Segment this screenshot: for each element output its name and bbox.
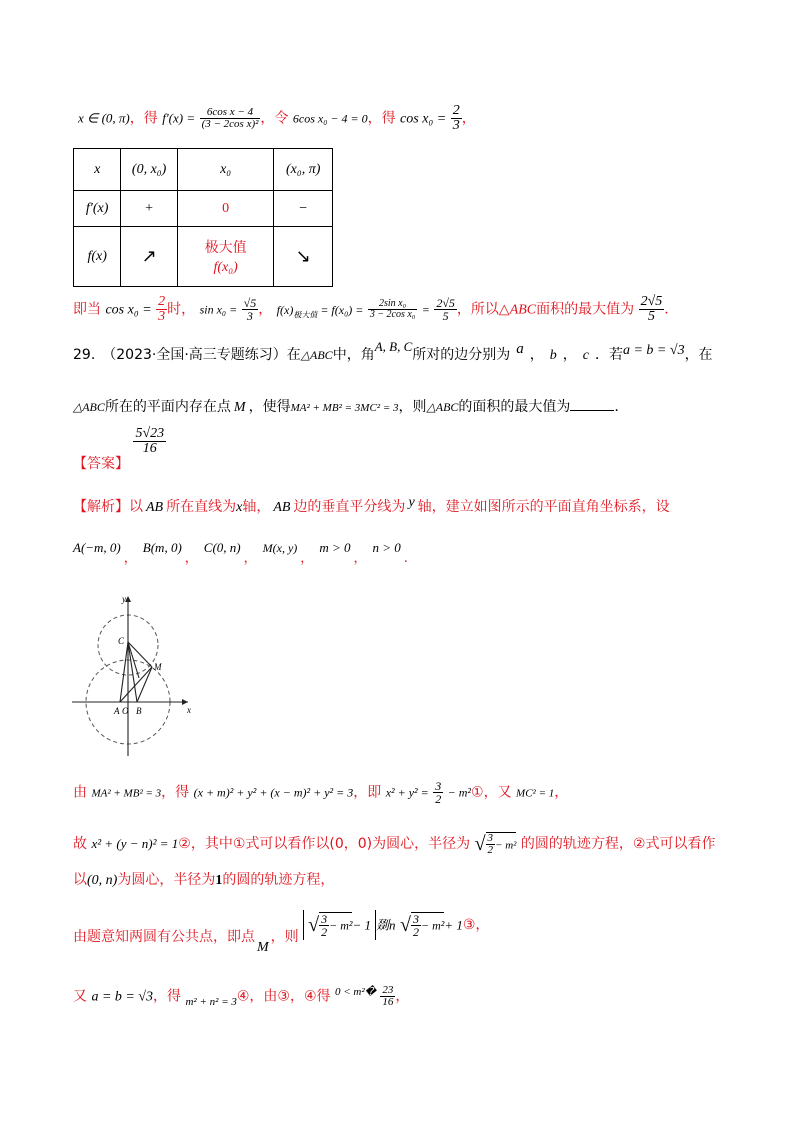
text: 时， bbox=[167, 301, 196, 318]
table-row bbox=[74, 191, 333, 227]
text: 所在的平面内存在点 bbox=[104, 399, 231, 415]
text: 即当 bbox=[73, 301, 101, 318]
fraction-numerator: 2√5 bbox=[436, 296, 455, 310]
triangle-name: △ABC bbox=[426, 400, 459, 414]
equation: (x + m)² + y² + (x − m)² + y² = 3 bbox=[193, 785, 354, 800]
fraction-denominator: 3 bbox=[158, 309, 166, 324]
angles: A, B, C bbox=[374, 339, 413, 354]
maximum-label: 极大值 bbox=[204, 240, 247, 256]
cond-n: n > 0 bbox=[372, 540, 401, 555]
text: 边的垂直平分线为 bbox=[293, 499, 406, 515]
sqrt-body bbox=[486, 832, 517, 856]
text: ②，其中①式可以看作以(0，0)为圆心，半径为 bbox=[178, 836, 471, 852]
analysis-line1 bbox=[73, 495, 670, 515]
axis-y: y bbox=[408, 495, 415, 510]
fraction-denominator: 3 bbox=[242, 309, 259, 322]
equation: x² + y² = bbox=[385, 785, 429, 800]
text: 为圆心，半径为 bbox=[117, 872, 216, 888]
derive-line2 bbox=[73, 832, 715, 856]
fraction bbox=[434, 297, 457, 322]
variation-table bbox=[73, 148, 333, 287]
eq: = bbox=[421, 302, 430, 317]
period: . bbox=[614, 399, 619, 415]
decreasing-arrow: ↘ bbox=[274, 227, 333, 287]
side-b: b bbox=[549, 348, 557, 363]
fraction-numerator: 23 bbox=[382, 984, 394, 996]
fraction bbox=[411, 913, 421, 938]
sqrt-body bbox=[411, 912, 444, 938]
coordinate-figure bbox=[68, 590, 198, 760]
question-29-line1 bbox=[73, 339, 713, 363]
text-de: 得 bbox=[381, 110, 396, 127]
fraction-denominator: 5 bbox=[639, 309, 665, 324]
analysis-label: 【解析】 bbox=[73, 499, 129, 515]
maximum-expr: f(x₀) bbox=[213, 260, 238, 275]
equation-zero: 6cos x₀ − 4 = 0 bbox=[292, 111, 368, 126]
text: ①，又 bbox=[471, 784, 512, 801]
axis-x: x bbox=[236, 500, 243, 515]
inequality: 剟n bbox=[376, 917, 396, 933]
period: . bbox=[403, 551, 408, 566]
text: 的圆的轨迹方程，②式可以看作 bbox=[520, 836, 716, 852]
sqrt-icon: √ bbox=[308, 914, 320, 936]
coord-b: B(m, 0) bbox=[142, 540, 182, 555]
text: ③， bbox=[462, 917, 490, 933]
segment-bc bbox=[128, 642, 137, 702]
text: ，使得 bbox=[248, 399, 291, 415]
fraction-numerator: 2 bbox=[158, 294, 166, 309]
derive-line5 bbox=[73, 985, 409, 1008]
derive-line1 bbox=[73, 780, 568, 805]
sep: ， bbox=[129, 110, 144, 127]
table-row bbox=[74, 149, 333, 191]
label-y: y bbox=[122, 594, 126, 604]
sep: ， bbox=[243, 551, 257, 566]
equation: a = b = √3 bbox=[91, 989, 154, 1005]
text: 由 bbox=[73, 784, 87, 801]
triangle-name: △ABC bbox=[73, 400, 105, 414]
point-m: M bbox=[257, 940, 269, 955]
triangle-name: △ABC bbox=[300, 348, 333, 362]
fraction-denominator: 2 bbox=[435, 792, 442, 806]
segment-ac bbox=[120, 642, 128, 702]
text: 由题意知两圆有公共点，即点 bbox=[73, 929, 255, 945]
text: 29. （2023·全国·高三专题练习）在 bbox=[73, 347, 301, 363]
equation: MC² = 1 bbox=[516, 787, 555, 800]
label-c: C bbox=[118, 636, 125, 646]
equation: − m² bbox=[420, 918, 445, 933]
sep: ， bbox=[260, 110, 275, 127]
derive-line4 bbox=[73, 910, 490, 955]
coord-a: A(−m, 0) bbox=[73, 540, 121, 555]
label-a: A bbox=[114, 706, 120, 716]
fraction-denominator: 3 bbox=[452, 118, 460, 133]
text: 的圆的轨迹方程， bbox=[222, 872, 335, 888]
text-de: 得 bbox=[143, 110, 158, 127]
table-cell: f′(x) bbox=[74, 191, 121, 227]
answer-label: 【答案】 bbox=[73, 455, 129, 472]
table-cell: + bbox=[121, 191, 178, 227]
fmax-subscript: 极大值 bbox=[293, 309, 318, 319]
fraction bbox=[486, 833, 496, 856]
condition: a = b = √3 bbox=[622, 343, 685, 358]
fraction bbox=[639, 295, 665, 324]
coord-m: M(x, y) bbox=[262, 541, 298, 555]
top-line bbox=[78, 104, 476, 133]
fraction-numerator: 2sin x₀ bbox=[379, 298, 407, 309]
fmax-expr: f(x) bbox=[276, 302, 294, 317]
number: 1 bbox=[215, 873, 223, 888]
fraction-denominator: (3 − 2cos x)² bbox=[201, 118, 259, 130]
inequality: 0 < m²� bbox=[334, 985, 376, 998]
fraction-denominator: 3 − 2cos x₀ bbox=[369, 309, 416, 320]
equation: − m² bbox=[329, 918, 353, 933]
fraction-numerator: 3 bbox=[435, 779, 442, 793]
analysis-coords bbox=[73, 540, 408, 566]
fraction-numerator: 2√5 bbox=[640, 294, 663, 309]
fraction-numerator: 5√23 bbox=[135, 426, 165, 441]
domain-expr: x ∈ (0, π) bbox=[78, 110, 130, 126]
fraction bbox=[156, 295, 167, 324]
table-cell: (0, x₀) bbox=[121, 149, 178, 191]
sep: ， bbox=[562, 347, 577, 363]
sep: ， bbox=[123, 551, 137, 566]
label-m: M bbox=[154, 662, 162, 672]
fraction bbox=[380, 985, 395, 1008]
segment-ab: AB bbox=[273, 500, 291, 515]
fraction-denominator: 16 bbox=[382, 996, 394, 1008]
fprime-fraction bbox=[200, 107, 261, 130]
fraction bbox=[242, 297, 259, 322]
sep: ， bbox=[529, 347, 544, 363]
point: (0, n) bbox=[87, 873, 118, 888]
cos-expr: cos x₀ = bbox=[105, 302, 152, 318]
text: 面积的最大值为 bbox=[536, 301, 635, 318]
fraction bbox=[433, 780, 443, 805]
table-cell-maximum bbox=[177, 227, 273, 287]
text: ，所以△ bbox=[456, 301, 510, 318]
fraction-denominator: 2 bbox=[412, 925, 419, 939]
point-m: M bbox=[233, 400, 246, 415]
cos-label: cos x₀ = bbox=[400, 111, 447, 127]
fraction-numerator: 3 bbox=[321, 912, 328, 926]
equation: MA² + MB² = 3 bbox=[91, 787, 162, 800]
table-cell: f(x) bbox=[74, 227, 121, 287]
equation: − 1 bbox=[352, 917, 372, 933]
sin-expr: sin x₀ = bbox=[199, 302, 238, 317]
text: 所在直线为 bbox=[166, 499, 237, 515]
table-cell: (x₀, π) bbox=[274, 149, 333, 191]
fraction-numerator: 2 bbox=[452, 103, 460, 118]
text: ，得 bbox=[153, 988, 182, 1005]
text: 轴， bbox=[242, 499, 271, 515]
sep: ， bbox=[353, 551, 367, 566]
sep: ， bbox=[461, 110, 476, 127]
period: . bbox=[664, 301, 669, 318]
text: 又 bbox=[73, 988, 87, 1005]
text: 的面积的最大值为 bbox=[458, 399, 571, 415]
sqrt-icon: √ bbox=[474, 833, 486, 855]
table-cell: x bbox=[74, 149, 121, 191]
text: ，则 bbox=[270, 929, 299, 945]
label-b: B bbox=[136, 706, 142, 716]
segment-bm bbox=[137, 667, 152, 702]
derive-line3 bbox=[73, 873, 334, 888]
text: ，则 bbox=[398, 399, 427, 415]
equation: x² + (y − n)² = 1 bbox=[91, 836, 179, 851]
conclusion-line bbox=[73, 295, 669, 324]
cond-m: m > 0 bbox=[319, 540, 351, 555]
fraction-numerator: 3 bbox=[412, 912, 419, 926]
text: 以 bbox=[129, 499, 143, 515]
label-o: O bbox=[122, 706, 129, 716]
fraction-numerator: 3 bbox=[487, 832, 494, 844]
fraction-denominator: 5 bbox=[434, 309, 457, 322]
text: ④，由③，④得 bbox=[236, 988, 331, 1005]
fprime-label: f′(x) = bbox=[162, 110, 196, 126]
table-cell: − bbox=[274, 191, 333, 227]
fraction-numerator: 6cos x − 4 bbox=[206, 106, 254, 118]
sep: ， bbox=[395, 988, 410, 1005]
side-c: c bbox=[582, 348, 589, 363]
answer-blank bbox=[570, 396, 614, 411]
text: ，即 bbox=[353, 784, 382, 801]
eq: = f(x₀) = bbox=[320, 302, 364, 317]
table-cell: x₀ bbox=[177, 149, 273, 191]
text: ，在 bbox=[684, 347, 713, 363]
fraction-denominator: 16 bbox=[133, 441, 166, 456]
coord-c: C(0, n) bbox=[203, 540, 241, 555]
sep: ， bbox=[258, 301, 273, 318]
fraction-denominator: 2 bbox=[487, 844, 494, 856]
equation: − m² bbox=[495, 839, 517, 852]
question-29-line2 bbox=[73, 396, 619, 415]
fraction bbox=[368, 299, 418, 320]
text: 轴，建立如图所示的平面直角坐标系，设 bbox=[417, 499, 670, 515]
text: 所对的边分别为 bbox=[412, 347, 511, 363]
sep: ， bbox=[367, 110, 382, 127]
side-a: a bbox=[516, 341, 524, 357]
fraction-numerator: √5 bbox=[243, 296, 257, 310]
text: 故 bbox=[73, 836, 87, 852]
sep: ， bbox=[184, 551, 198, 566]
equation: m² + n² = 3 bbox=[185, 995, 237, 1008]
text-ling: 令 bbox=[274, 110, 289, 127]
text: ，得 bbox=[161, 784, 190, 801]
text: ．若 bbox=[594, 347, 623, 363]
cos-fraction bbox=[451, 104, 462, 133]
table-row bbox=[74, 227, 333, 287]
sqrt-body bbox=[319, 912, 352, 938]
text: 以 bbox=[73, 872, 87, 888]
increasing-arrow: ↗ bbox=[121, 227, 178, 287]
condition: MA² + MB² = 3MC² = 3 bbox=[290, 402, 399, 414]
abs-expr bbox=[303, 910, 376, 940]
text: 中，角 bbox=[332, 347, 375, 363]
answer-row bbox=[73, 426, 166, 472]
answer-fraction bbox=[133, 427, 166, 456]
fraction-denominator: 2 bbox=[321, 925, 328, 939]
fraction bbox=[319, 913, 329, 938]
sqrt-icon: √ bbox=[399, 914, 411, 936]
equation: + 1 bbox=[444, 917, 463, 933]
triangle-name: ABC bbox=[509, 302, 537, 318]
sep: ， bbox=[554, 784, 569, 801]
table-cell: 0 bbox=[177, 191, 273, 227]
sep: ， bbox=[300, 551, 314, 566]
segment-ab: AB bbox=[146, 500, 164, 515]
equation: − m² bbox=[447, 785, 472, 800]
label-x: x bbox=[187, 705, 191, 715]
